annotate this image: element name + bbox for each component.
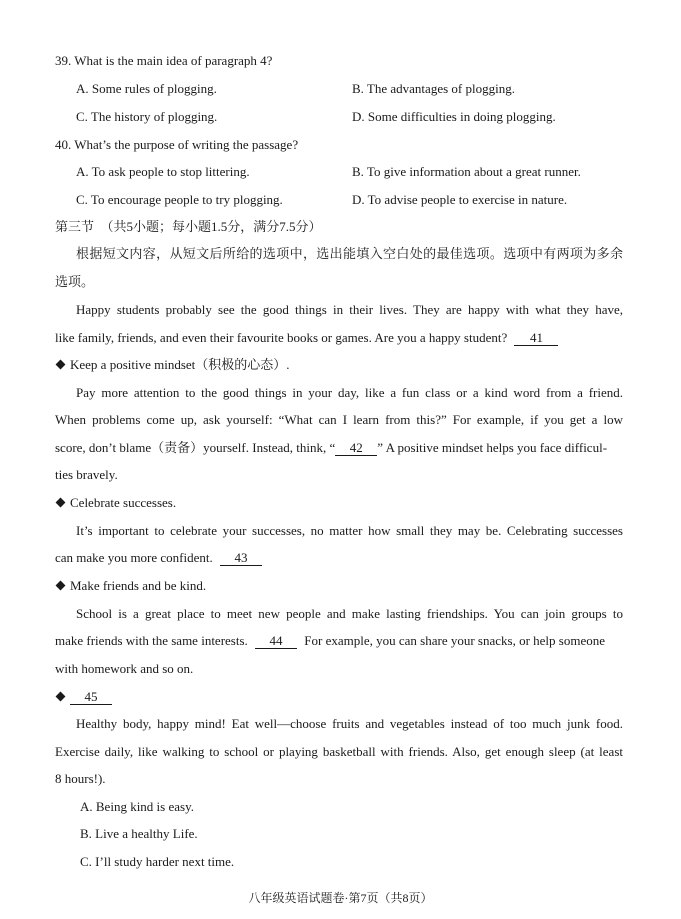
question-40-stem: 40. What’s the purpose of writing the passage?: [55, 137, 299, 152]
blank-45: 45: [70, 690, 112, 705]
page-footer: 八年级英语试题卷·第7页（共8页）: [248, 891, 433, 905]
question-40-option-d: D. To advise people to exercise in nature.: [352, 192, 568, 207]
passage-p4-line2-a: make friends with the same interests.: [55, 633, 248, 648]
passage-p4-line2-b: For example, you can share your snacks, or help someone: [304, 633, 606, 648]
passage-p2-line3: [55, 440, 607, 456]
subheading-make-friends: [57, 578, 206, 594]
question-40-option-c: C. To encourage people to try plogging.: [76, 192, 283, 207]
passage-p1-line2: [55, 330, 558, 346]
subheading-celebrate-successes-text: Celebrate successes.: [70, 495, 177, 510]
question-40-option-a: A. To ask people to stop littering.: [76, 164, 250, 179]
blank-44: 44: [255, 634, 297, 649]
diamond-bullet-icon: [56, 581, 66, 591]
section-instruction-line2: 选项。: [55, 274, 95, 289]
passage-p1-line2-text: like family, friends, and even their favourite books or games. Are you a happy student?: [55, 330, 508, 345]
passage-p4-line3: with homework and so on.: [55, 661, 194, 676]
passage-p2-line2: When problems come up, ask yourself: “What can I learn from this?” For example, if you get a low: [55, 412, 623, 427]
subheading-celebrate-successes: [57, 495, 176, 511]
subheading-blank-45: [57, 689, 112, 705]
passage-p5-line1: Healthy body, happy mind! Eat well—choose fruits and vegetables instead of too much junk food.: [76, 716, 623, 731]
option-c: C. I’ll study harder next time.: [80, 854, 235, 869]
question-40-option-b: B. To give information about a great runner.: [352, 164, 581, 179]
option-b: B. Live a healthy Life.: [80, 826, 198, 841]
passage-p5-line3: 8 hours!).: [55, 771, 106, 786]
passage-p1-line1: Happy students probably see the good things in their lives. They are happy with what they have,: [76, 302, 623, 317]
passage-p2-line1: Pay more attention to the good things in your day, like a fun class or a kind word from a friend.: [76, 385, 623, 400]
passage-p3-line2-text: can make you more confident.: [55, 550, 213, 565]
subheading-positive-mindset-text: Keep a positive mindset（积极的心态）.: [70, 357, 290, 372]
option-a: A. Being kind is easy.: [80, 799, 194, 814]
section-instruction-line1: 根据短文内容，从短文后所给的选项中，选出能填入空白处的最佳选项。选项中有两项为多余: [76, 246, 623, 261]
diamond-bullet-icon: [56, 498, 66, 508]
question-39-option-d: D. Some difficulties in doing plogging.: [352, 109, 556, 124]
question-39-stem: 39. What is the main idea of paragraph 4?: [55, 53, 273, 68]
passage-p4-line2: [55, 633, 605, 649]
passage-p2-line3-a: score, don’t blame（责备）yourself. Instead, think, “: [55, 440, 336, 455]
passage-p2-line4: ties bravely.: [55, 467, 118, 482]
passage-p3-line2: [55, 550, 262, 566]
diamond-bullet-icon: [56, 360, 66, 370]
subheading-positive-mindset: [57, 357, 290, 373]
passage-p4-line1: School is a great place to meet new people and make lasting friendships. You can join groups to: [76, 606, 623, 621]
question-39-option-c: C. The history of plogging.: [76, 109, 218, 124]
blank-41: 41: [514, 331, 558, 346]
blank-43: 43: [220, 551, 262, 566]
passage-p3-line1: It’s important to celebrate your successes, no matter how small they may be. Celebrating successes: [76, 523, 623, 538]
question-39-option-b: B. The advantages of plogging.: [352, 81, 515, 96]
section-heading: 第三节 （共5小题；每小题1.5分，满分7.5分）: [55, 219, 322, 234]
passage-p5-line2: Exercise daily, like walking to school or playing basketball with friends. Also, get enough sleep (at least: [55, 744, 623, 759]
diamond-bullet-icon: [56, 692, 66, 702]
subheading-make-friends-text: Make friends and be kind.: [70, 578, 207, 593]
blank-42: 42: [335, 441, 377, 456]
passage-p2-line3-b: ” A positive mindset helps you face difficul-: [377, 440, 608, 455]
question-39-option-a: A. Some rules of plogging.: [76, 81, 217, 96]
